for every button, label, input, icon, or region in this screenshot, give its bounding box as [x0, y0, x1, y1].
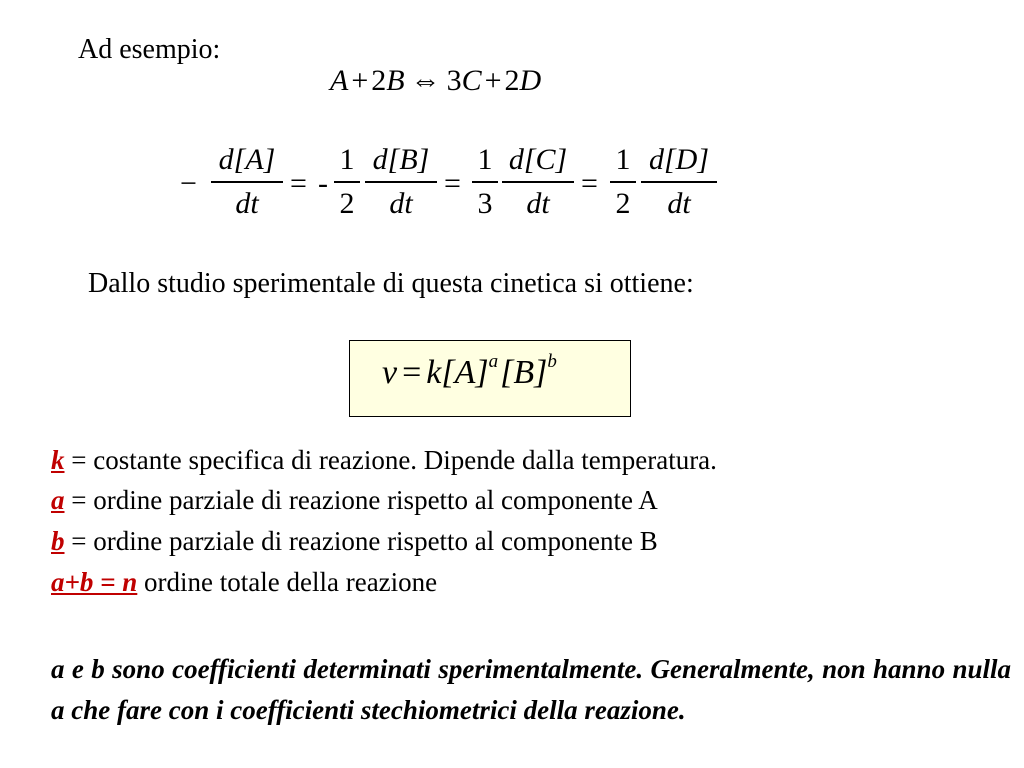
definition-k	[51, 444, 717, 476]
rate-law-equation: $v = k[A]^a[B]^b$	[382, 350, 557, 391]
fraction-bar	[610, 181, 636, 183]
negative-sign: -	[318, 167, 328, 200]
minus-sign: −	[180, 167, 197, 200]
denominator: dt	[667, 186, 691, 220]
intro-text: Ad esempio:	[78, 34, 221, 65]
fraction-bar	[472, 181, 498, 183]
coef-c: 3	[446, 64, 462, 97]
equals-sign: =	[444, 167, 461, 200]
product-c: C	[461, 64, 482, 97]
fraction-bar	[641, 181, 717, 183]
definition-symbol: k	[51, 445, 65, 475]
numerator: d[B]	[372, 143, 430, 176]
coef-b: 2	[371, 64, 387, 97]
definition-text: = ordine parziale di reazione rispetto al componente A	[64, 485, 658, 515]
fraction-dA-dt	[211, 143, 283, 221]
fraction-bar	[502, 181, 574, 183]
numerator: d[C]	[508, 143, 568, 176]
numerator: d[A]	[218, 143, 276, 176]
definition-text: ordine totale della reazione	[137, 567, 438, 597]
equals-sign: =	[290, 167, 307, 200]
reactant-a: A	[330, 64, 349, 97]
definition-symbol: b	[51, 526, 65, 556]
definition-b	[51, 525, 658, 557]
fraction-one-half: 1 2	[334, 143, 360, 221]
fraction-one-half: 1 2	[610, 143, 636, 221]
definition-symbol: a+b = n	[51, 567, 138, 597]
definition-n	[51, 566, 437, 598]
definition-text: = ordine parziale di reazione rispetto al componente B	[64, 526, 658, 556]
equals-sign: =	[581, 167, 598, 200]
fraction-dD-dt	[641, 143, 717, 221]
fraction-bar	[211, 181, 283, 183]
denominator: dt	[235, 186, 259, 220]
definition-a	[51, 484, 658, 516]
note-paragraph: a e b sono coefficienti determinati sperimentalmente. Generalmente, non hanno nulla a che fare con i coefficienti stechiometrici della reazione.	[51, 654, 1011, 725]
reaction-equation	[330, 64, 541, 98]
denominator: dt	[389, 186, 413, 220]
fraction-dB-dt	[365, 143, 437, 221]
fraction-dC-dt	[502, 143, 574, 221]
denominator: dt	[526, 186, 550, 220]
definition-symbol: a	[51, 485, 65, 515]
fraction-one-third: 1 3	[472, 143, 498, 221]
fraction-bar	[334, 181, 360, 183]
experimental-text: Dallo studio sperimentale di questa cinetica si ottiene:	[88, 268, 694, 299]
numerator: d[D]	[648, 143, 709, 176]
plus-sign: +	[484, 64, 502, 97]
equilibrium-arrow-icon: ⇔	[410, 64, 441, 97]
definition-text: = costante specifica di reazione. Dipende dalla temperatura.	[64, 445, 717, 475]
reactant-b: B	[386, 64, 405, 97]
coef-d: 2	[504, 64, 520, 97]
plus-sign: +	[351, 64, 369, 97]
product-d: D	[519, 64, 542, 97]
fraction-bar	[365, 181, 437, 183]
